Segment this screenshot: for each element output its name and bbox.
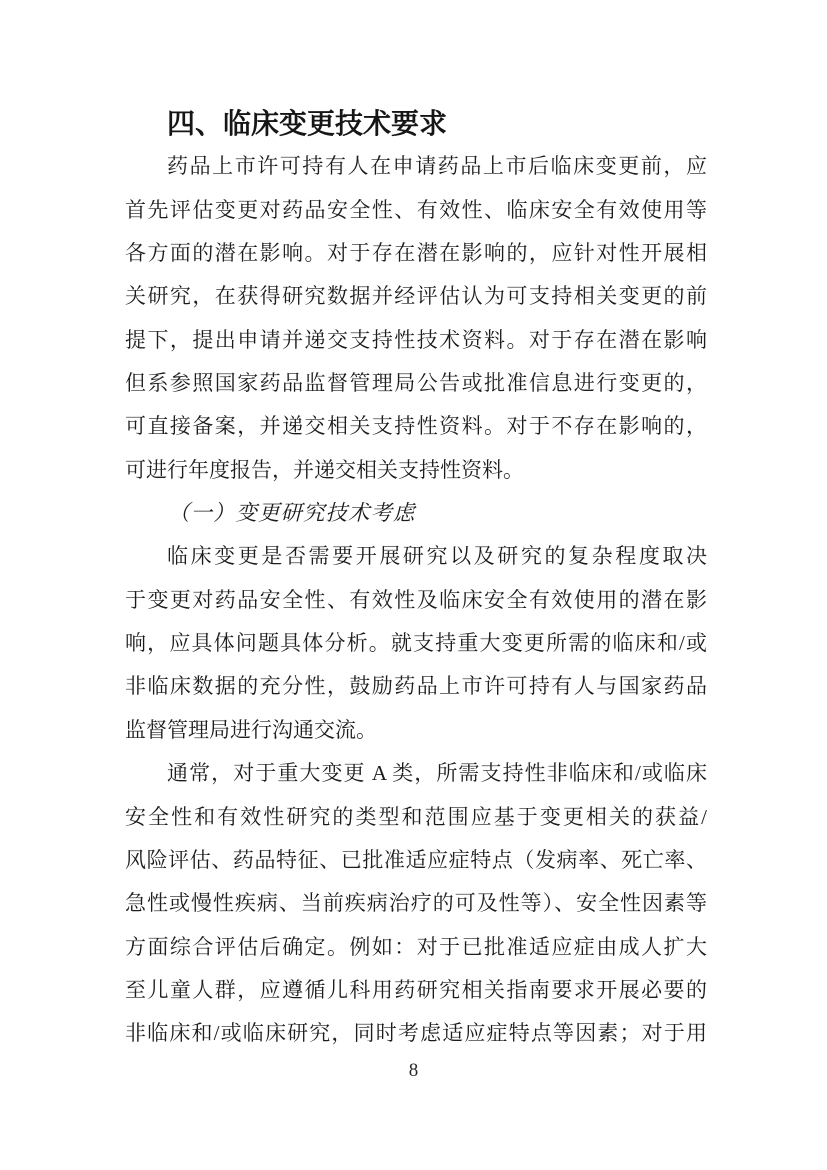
text-line: 药品上市许可持有人在申请药品上市后临床变更前，应 bbox=[167, 154, 707, 179]
subsection-heading: （一）变更研究技术考虑 bbox=[168, 501, 416, 526]
text-line: 急性或慢性疾病、当前疾病治疗的可及性等）、安全性因素等 bbox=[125, 891, 707, 916]
text-line: 响，应具体问题具体分析。就支持重大变更所需的临床和/或 bbox=[125, 631, 707, 656]
text-line: 临床变更是否需要开展研究以及研究的复杂程度取决 bbox=[167, 544, 707, 569]
text-line: 非临床和/或临床研究，同时考虑适应症特点等因素；对于用 bbox=[125, 1021, 707, 1046]
text-line: 首先评估变更对药品安全性、有效性、临床安全有效使用等 bbox=[125, 197, 707, 222]
text-line: 至儿童人群，应遵循儿科用药研究相关指南要求开展必要的 bbox=[125, 977, 707, 1002]
section-heading: 四、临床变更技术要求 bbox=[167, 108, 448, 139]
text-line: 提下，提出申请并递交支持性技术资料。对于存在潜在影响 bbox=[125, 327, 707, 352]
text-line: 各方面的潜在影响。对于存在潜在影响的，应针对性开展相 bbox=[125, 241, 707, 266]
text-line: 可直接备案，并递交相关支持性资料。对于不存在影响的， bbox=[125, 414, 707, 439]
text-line: 关研究，在获得研究数据并经评估认为可支持相关变更的前 bbox=[125, 284, 707, 309]
document-content bbox=[125, 102, 707, 1056]
paragraph-1 bbox=[125, 145, 707, 492]
text-line: 监督管理局进行沟通交流。 bbox=[125, 717, 377, 742]
page-number: 8 bbox=[408, 1060, 419, 1081]
text-line: 于变更对药品安全性、有效性及临床安全有效使用的潜在影 bbox=[125, 587, 707, 612]
paragraph-2 bbox=[125, 535, 707, 752]
text-line: 方面综合评估后确定。例如：对于已批准适应症由成人扩大 bbox=[125, 934, 707, 959]
text-line: 安全性和有效性研究的类型和范围应基于变更相关的获益/ bbox=[125, 804, 707, 829]
paragraph-3 bbox=[125, 752, 707, 1055]
text-line: 风险评估、药品特征、已批准适应症特点（发病率、死亡率、 bbox=[125, 847, 707, 872]
text-line: 但系参照国家药品监督管理局公告或批准信息进行变更的， bbox=[125, 371, 707, 396]
text-line: 通常，对于重大变更 A 类，所需支持性非临床和/或临床 bbox=[167, 761, 707, 786]
text-line: 可进行年度报告，并递交相关支持性资料。 bbox=[125, 457, 524, 482]
text-line: 非临床数据的充分性，鼓励药品上市许可持有人与国家药品 bbox=[125, 674, 707, 699]
